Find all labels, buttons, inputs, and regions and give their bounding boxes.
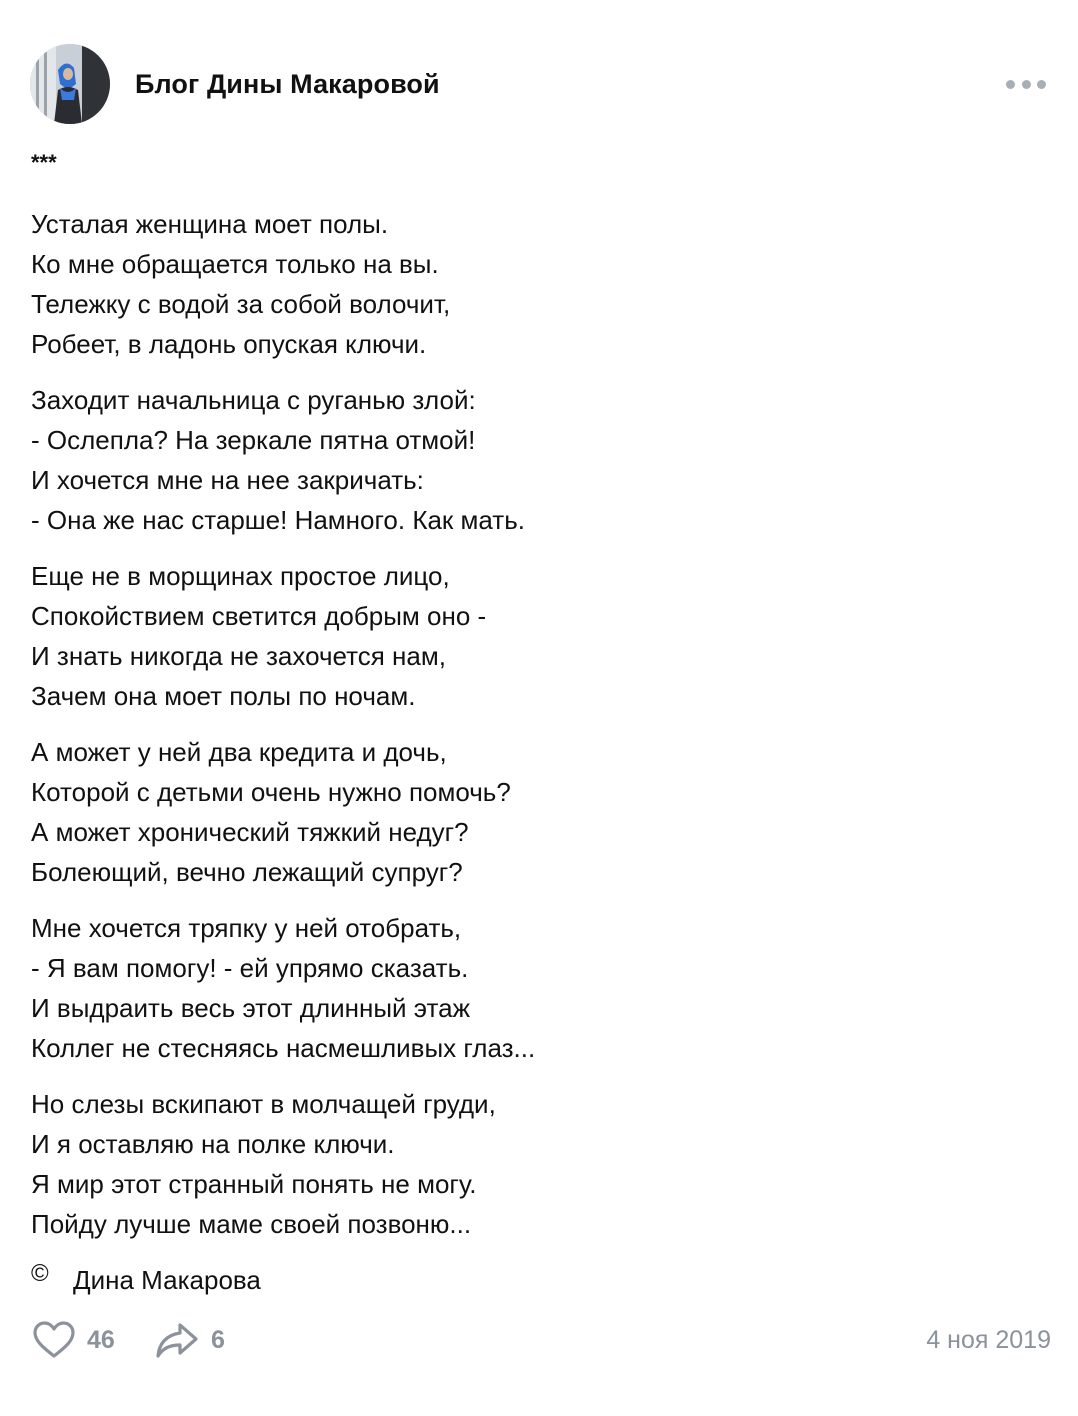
- more-horizontal-icon: [1006, 80, 1015, 89]
- poem-line: Еще не в морщинах простое лицо,: [31, 561, 450, 591]
- avatar-photo-icon: [30, 44, 110, 124]
- author-name[interactable]: Блог Дины Макаровой: [135, 69, 440, 99]
- post-body: [31, 148, 1041, 1300]
- poem-line: И хочется мне на нее закричать:: [31, 465, 424, 495]
- shares-count: 6: [211, 1325, 225, 1354]
- post-header: [30, 44, 1050, 124]
- poem-line: - Ослепла? На зеркале пятна отмой!: [31, 425, 476, 455]
- more-horizontal-icon-dot: [1022, 80, 1031, 89]
- poem-line: Но слезы вскипают в молчащей груди,: [31, 1089, 496, 1119]
- poem-line: Пойду лучше маме своей позвоню...: [31, 1209, 472, 1239]
- poem-line: Коллег не стесняясь насмешливых глаз...: [31, 1033, 536, 1063]
- poem-line: Зачем она моет полы по ночам.: [31, 681, 416, 711]
- poem-line: Робеет, в ладонь опуская ключи.: [31, 329, 427, 359]
- poem-line: Заходит начальница с руганью злой:: [31, 385, 476, 415]
- post-date[interactable]: 4 ноя 2019: [926, 1326, 1051, 1354]
- poem-line: А может у ней два кредита и дочь,: [31, 737, 447, 767]
- stanza: [31, 1084, 1041, 1244]
- avatar[interactable]: [30, 44, 110, 124]
- post-footer: [33, 1318, 1051, 1362]
- stanza: [31, 732, 1041, 892]
- more-horizontal-icon-dot: [1037, 80, 1046, 89]
- stanza: [31, 380, 1041, 540]
- poem-line: - Я вам помогу! - ей упрямо сказать.: [31, 953, 469, 983]
- more-options-button[interactable]: [1006, 72, 1046, 96]
- share-arrow-icon: [155, 1321, 199, 1359]
- poem-line: Ко мне обращается только на вы.: [31, 249, 439, 279]
- poem-line: Спокойствием светится добрым оно -: [31, 601, 487, 631]
- poem-line: И выдраить весь этот длинный этаж: [31, 993, 470, 1023]
- poem-line: Мне хочется тряпку у ней отобрать,: [31, 913, 462, 943]
- stanza: [31, 204, 1041, 364]
- signature-name: Дина Макарова: [73, 1265, 261, 1295]
- like-button[interactable]: [33, 1318, 115, 1362]
- poem-line: Болеющий, вечно лежащий супруг?: [31, 857, 463, 887]
- post-stars-separator: ***: [31, 150, 57, 175]
- stanza: [31, 908, 1041, 1068]
- poem-line: - Она же нас старше! Намного. Как мать.: [31, 505, 525, 535]
- poem-line: Я мир этот странный понять не могу.: [31, 1169, 477, 1199]
- poem-line: И я оставляю на полке ключи.: [31, 1129, 395, 1159]
- poem-line: Усталая женщина моет полы.: [31, 209, 389, 239]
- poem-line: Тележку с водой за собой волочит,: [31, 289, 451, 319]
- poem-line: Которой с детьми очень нужно помочь?: [31, 777, 511, 807]
- stanza: [31, 556, 1041, 716]
- poem-line: И знать никогда не захочется нам,: [31, 641, 446, 671]
- share-button[interactable]: [155, 1318, 225, 1362]
- poem-line: А может хронический тяжкий недуг?: [31, 817, 469, 847]
- post-signature: [31, 1260, 1041, 1300]
- copyright-icon: ©: [31, 1260, 49, 1287]
- likes-count: 46: [87, 1325, 115, 1354]
- heart-icon: [33, 1321, 75, 1359]
